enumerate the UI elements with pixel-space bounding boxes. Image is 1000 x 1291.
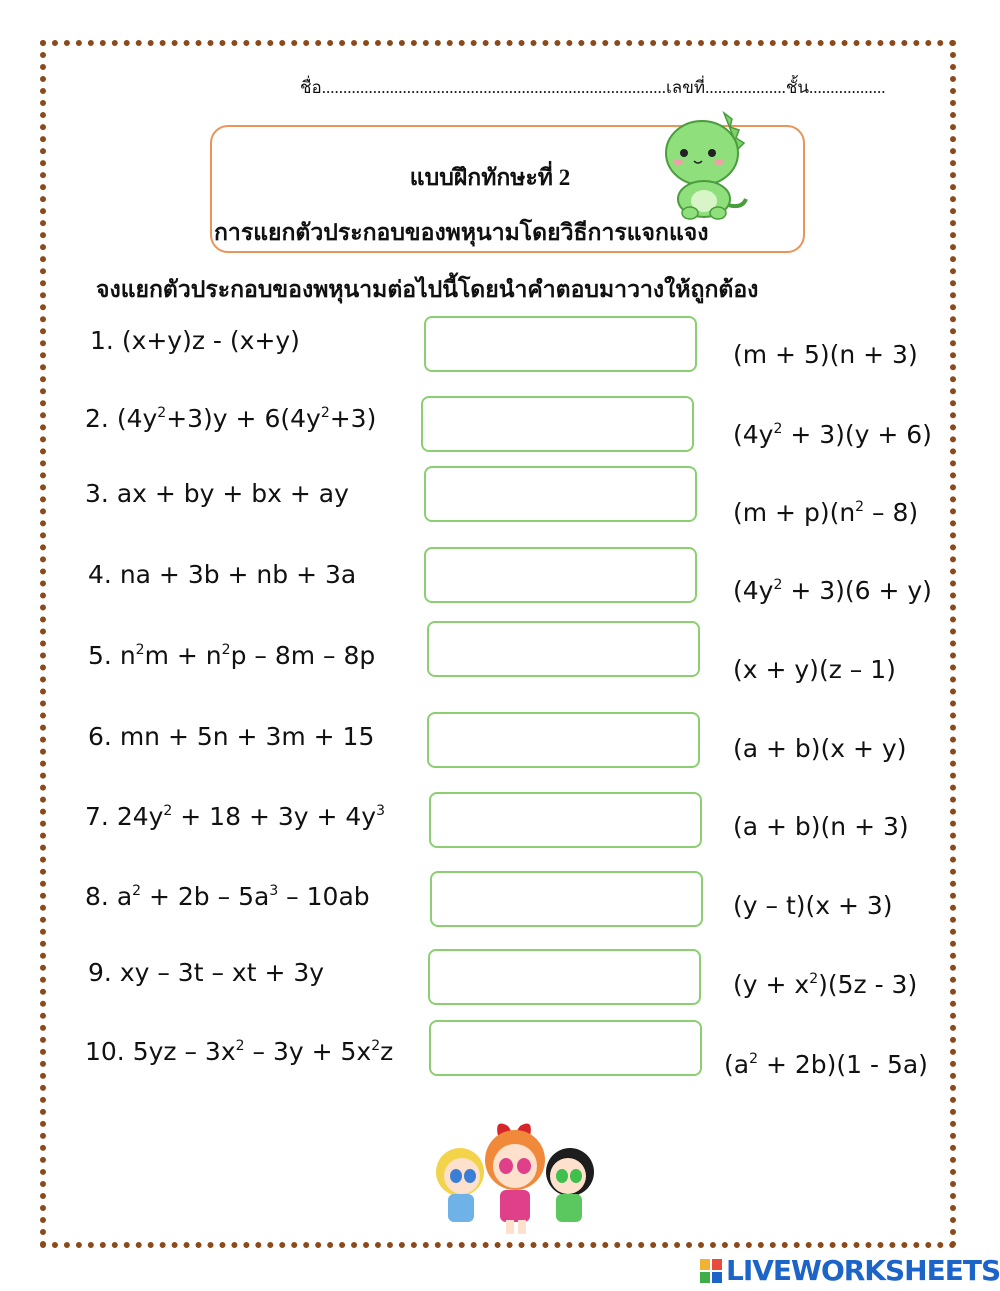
exponent: 2: [749, 1051, 758, 1067]
exponent: 2: [135, 642, 145, 658]
dinosaur-icon: [662, 105, 754, 223]
answer-drop-box-9[interactable]: [428, 949, 701, 1005]
exponent: 2: [163, 803, 173, 819]
question-number: 4.: [88, 560, 112, 589]
question-number: 3.: [85, 479, 109, 508]
question-3: [85, 479, 349, 508]
expression-text: (a + b)(x + y): [733, 734, 907, 763]
exponent: 2: [157, 405, 167, 421]
exponent: 2: [320, 405, 330, 421]
class-dots: ..................: [808, 78, 886, 97]
expression-text: +3): [329, 404, 377, 433]
expression-text: 24y: [116, 802, 164, 831]
exponent: 3: [269, 883, 279, 899]
expression-text: – 3y + 5x: [244, 1037, 372, 1066]
draggable-answer-choice-1[interactable]: [733, 340, 918, 369]
draggable-answer-choice-6[interactable]: [733, 734, 906, 763]
expression-text: ax + by + bx + ay: [116, 479, 349, 508]
draggable-answer-choice-2[interactable]: [733, 420, 932, 449]
question-9: [88, 958, 324, 987]
name-label: ชื่อ: [300, 78, 322, 97]
expression-text: (a + b)(n + 3): [733, 812, 909, 841]
draggable-answer-choice-4[interactable]: [733, 576, 932, 605]
expression-text: (a: [724, 1050, 750, 1079]
answer-drop-box-8[interactable]: [430, 871, 703, 927]
answer-drop-box-10[interactable]: [429, 1020, 702, 1076]
expression-text: (y + x: [733, 970, 810, 999]
exponent: 3: [376, 803, 386, 819]
expression-text: (4y: [733, 420, 774, 449]
expression-text: na + 3b + nb + 3a: [119, 560, 357, 589]
draggable-answer-choice-10[interactable]: [724, 1050, 928, 1079]
question-10: [85, 1037, 393, 1066]
expression-text: (x + y)(z – 1): [733, 655, 896, 684]
expression-text: (y – t)(x + 3): [733, 891, 893, 920]
expression-text: (4y: [733, 576, 774, 605]
expression-text: )(5z - 3): [818, 970, 918, 999]
worksheet-subtitle: การแยกตัวประกอบของพหุนามโดยวิธีการแจกแจง: [214, 220, 709, 245]
expression-text: + 2b – 5a: [141, 882, 270, 911]
exponent: 2: [371, 1038, 381, 1054]
class-label: ชั้น: [785, 78, 809, 97]
exponent: 2: [235, 1038, 245, 1054]
logo-text: LIVEWORKSHEETS: [726, 1254, 1000, 1287]
question-number: 5.: [88, 641, 112, 670]
question-2: [85, 404, 376, 433]
expression-text: 5yz – 3x: [132, 1037, 236, 1066]
student-info-line: [300, 74, 885, 101]
expression-text: xy – 3t – xt + 3y: [119, 958, 325, 987]
expression-text: (m + 5)(n + 3): [733, 340, 918, 369]
question-8: [85, 882, 370, 911]
question-5: [88, 641, 375, 670]
draggable-answer-choice-3[interactable]: [733, 498, 918, 527]
instruction: จงแยกตัวประกอบของพหุนามต่อไปนี้โดยนำคำตอบมาวางให้ถูกต้อง: [96, 277, 759, 302]
answer-drop-box-4[interactable]: [424, 547, 697, 603]
answer-drop-box-3[interactable]: [424, 466, 697, 522]
expression-text: (x+y)z - (x+y): [121, 326, 300, 355]
liveworksheets-logo[interactable]: [700, 1254, 1000, 1287]
logo-cube-icon: [700, 1259, 722, 1283]
expression-text: + 2b)(1 - 5a): [758, 1050, 928, 1079]
exponent: 2: [809, 971, 819, 987]
expression-text: + 3)(y + 6): [782, 420, 932, 449]
question-number: 10.: [85, 1037, 125, 1066]
question-number: 2.: [85, 404, 109, 433]
expression-text: n: [119, 641, 136, 670]
expression-text: mn + 5n + 3m + 15: [119, 722, 375, 751]
exponent: 2: [773, 577, 783, 593]
expression-text: – 8): [864, 498, 919, 527]
number-label: เลขที่: [666, 78, 706, 97]
draggable-answer-choice-8[interactable]: [733, 891, 893, 920]
question-4: [88, 560, 356, 589]
exponent: 2: [855, 499, 865, 515]
answer-drop-box-1[interactable]: [424, 316, 697, 372]
cartoon-characters-icon: [420, 1120, 610, 1238]
expression-text: m + n: [144, 641, 222, 670]
draggable-answer-choice-7[interactable]: [733, 812, 909, 841]
question-number: 6.: [88, 722, 112, 751]
number-dots: ...................: [705, 78, 786, 97]
expression-text: (m + p)(n: [733, 498, 856, 527]
expression-text: – 10ab: [278, 882, 370, 911]
question-7: [85, 802, 385, 831]
name-dots: .................................................................................: [321, 78, 666, 97]
expression-text: (4y: [116, 404, 158, 433]
worksheet-title: แบบฝึกทักษะที่ 2: [409, 165, 571, 190]
answer-drop-box-7[interactable]: [429, 792, 702, 848]
answer-drop-box-2[interactable]: [421, 396, 694, 452]
expression-text: + 18 + 3y + 4y: [172, 802, 377, 831]
question-number: 1.: [90, 326, 114, 355]
question-number: 9.: [88, 958, 112, 987]
exponent: 2: [773, 421, 783, 437]
expression-text: +3)y + 6(4y: [166, 404, 321, 433]
draggable-answer-choice-9[interactable]: [733, 970, 917, 999]
exponent: 2: [221, 642, 231, 658]
question-number: 8.: [85, 882, 109, 911]
question-number: 7.: [85, 802, 109, 831]
exponent: 2: [132, 883, 142, 899]
answer-drop-box-5[interactable]: [427, 621, 700, 677]
expression-text: a: [116, 882, 133, 911]
question-6: [88, 722, 374, 751]
answer-drop-box-6[interactable]: [427, 712, 700, 768]
expression-text: + 3)(6 + y): [782, 576, 932, 605]
expression-text: z: [380, 1037, 394, 1066]
question-1: [90, 326, 300, 355]
expression-text: p – 8m – 8p: [230, 641, 376, 670]
draggable-answer-choice-5[interactable]: [733, 655, 896, 684]
